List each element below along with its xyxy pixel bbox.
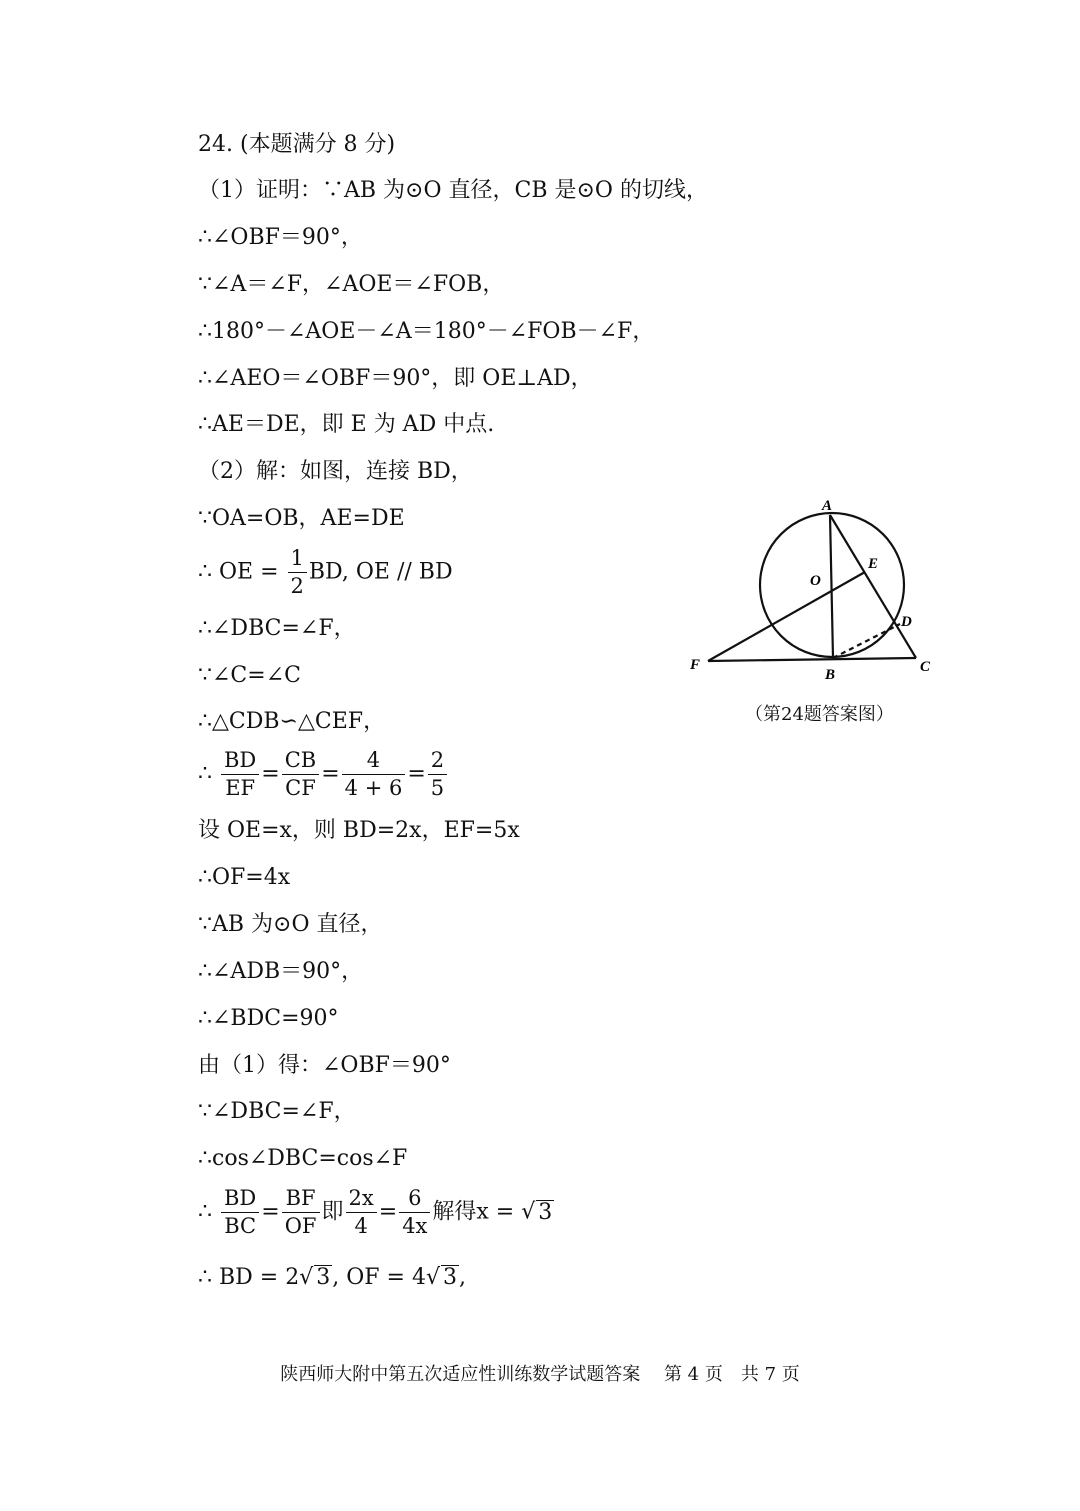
segment-fe [708, 572, 865, 661]
denominator: CF [285, 776, 316, 800]
equals-sign: = [321, 761, 340, 787]
math-text: BD, OE // BD [308, 559, 453, 585]
numerator: 2 [428, 750, 447, 775]
solution-line-17: ∴ BD = 2√ 3, OF = 4√ 3, [198, 1265, 466, 1290]
label-o: O [810, 573, 821, 589]
math-text: , [459, 1265, 466, 1290]
math-text: ∴ [198, 761, 219, 787]
solution-line-12: ∴∠BDC=90° [198, 1006, 339, 1031]
denominator: OF [284, 1214, 317, 1238]
solution-line-7 [198, 750, 449, 799]
proof-line-1: （1）证明：∵AB 为⊙O 直径，CB 是⊙O 的切线， [198, 178, 708, 203]
segment-fc [708, 658, 916, 661]
solution-line-5: ∵∠C=∠C [198, 663, 301, 688]
radicand: 3 [316, 1265, 331, 1290]
numerator: BD [221, 1188, 259, 1213]
segment-bd-dashed [833, 624, 900, 658]
fraction [288, 548, 307, 597]
fraction [342, 750, 406, 799]
figure-caption: （第24题答案图） [745, 704, 894, 725]
math-text: ∴ OE = [198, 559, 286, 585]
solution-line-16: ∴ $\frac{BD}{BC}$ = $\frac{BF}{OF}$ 即 $\frac{2x}{4}$ = $\frac{6}{4x}$ 解得x = √ 3 [198, 1186, 553, 1238]
label-e: E [868, 556, 879, 572]
page-footer: 陕西师大附中第五次适应性训练数学试题答案 第 4 页 共 7 页 [280, 1364, 800, 1385]
geometry-figure [680, 495, 950, 695]
solution-line-11: ∴∠ADB＝90°， [198, 959, 364, 984]
denominator: EF [225, 776, 256, 800]
label-d: D [901, 614, 912, 630]
numerator: BD [221, 750, 259, 775]
fraction [346, 1188, 377, 1237]
denominator: 5 [430, 776, 445, 800]
solution-line-8: 设 OE=x，则 BD=2x，EF=5x [198, 818, 520, 843]
denominator: 4 + 6 [344, 776, 403, 800]
problem-title: 24. (本题满分 8 分) [198, 132, 396, 157]
proof-line-5: ∴∠AEO＝∠OBF＝90°，即 OE⊥AD， [198, 366, 593, 391]
equals-sign: = [261, 761, 280, 787]
solution-line-2: ∵OA=OB，AE=DE [198, 506, 405, 531]
denominator: 4x [402, 1214, 428, 1238]
equals-sign: = [407, 761, 426, 787]
numerator: 1 [288, 548, 307, 573]
solution-line-15: ∴cos∠DBC=cos∠F [198, 1146, 408, 1171]
fraction [282, 750, 320, 799]
denominator: 4 [354, 1214, 368, 1238]
math-text: , OF = 4 [332, 1265, 426, 1290]
segment-ab [830, 515, 833, 658]
equals-sign: = [378, 1199, 398, 1225]
numerator: BF [282, 1188, 320, 1213]
fraction [221, 750, 259, 799]
proof-line-2: ∴∠OBF＝90°， [198, 225, 363, 250]
fraction [428, 750, 447, 799]
radicand: 3 [443, 1265, 457, 1290]
denominator: 2 [290, 574, 304, 598]
radicand: 3 [538, 1199, 553, 1225]
solution-line-14: ∵∠DBC=∠F， [198, 1099, 356, 1124]
equals-sign: = [261, 1199, 280, 1225]
numerator: CB [282, 750, 320, 775]
solution-line-10: ∵AB 为⊙O 直径， [198, 912, 383, 937]
numerator: 6 [399, 1188, 430, 1213]
math-text: 即 [321, 1199, 344, 1225]
denominator: BC [224, 1214, 257, 1238]
solution-line-6: ∴△CDB∽△CEF， [198, 709, 386, 734]
fraction [221, 1188, 259, 1237]
label-f: F [690, 657, 701, 673]
numerator: 4 [342, 750, 406, 775]
math-text: 解得x = [432, 1199, 522, 1225]
solution-line-13: 由（1）得：∠OBF＝90° [198, 1053, 451, 1078]
solution-line-4: ∴∠DBC=∠F， [198, 616, 356, 641]
label-c: C [920, 659, 931, 675]
solution-line-9: ∴OF=4x [198, 865, 291, 890]
numerator: 2x [346, 1188, 377, 1213]
solution-line-3 [198, 548, 453, 597]
fraction [282, 1188, 320, 1237]
proof-line-6: ∴AE＝DE，即 E 为 AD 中点. [198, 412, 495, 437]
fraction [399, 1188, 430, 1237]
math-text: ∴ [198, 1199, 219, 1225]
math-text: ∴ BD = 2 [198, 1265, 300, 1290]
proof-line-4: ∴180°－∠AOE－∠A＝180°－∠FOB－∠F， [198, 319, 655, 344]
label-b: B [825, 667, 836, 683]
proof-line-3: ∵∠A＝∠F，∠AOE＝∠FOB， [198, 272, 505, 297]
label-a: A [822, 498, 833, 514]
solution-line-1: （2）解：如图，连接 BD， [198, 459, 473, 484]
